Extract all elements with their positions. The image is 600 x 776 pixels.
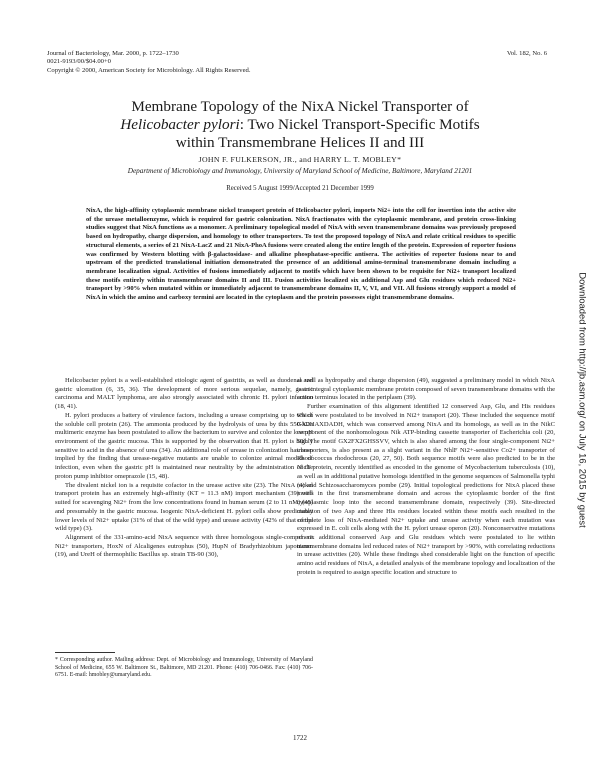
paragraph: The divalent nickel ion is a requisite cofactor in the urease active site (23). The NixA nickel transport protein has an extremely high-affinity (KT = 11.3 nM) import mechanism (39) well suited for scavenging Ni2+ from the low concentrations found in human serum (2 to 11 nM) (45) and presumably in the gastric mucosa. Isogenic NixA-deficient H. pylori cells show predictably lower levels of Ni2+ uptake (31% of that of the wild type) and urease activity (42% of that of the wild type) (3). <box>55 481 313 533</box>
journal-header <box>47 50 250 75</box>
title-line-2-rest: : Two Nickel Transport-Specific Motifs <box>239 116 480 133</box>
authors: JOHN F. FULKERSON, JR., and HARRY L. T. MOBLEY* <box>198 155 402 164</box>
journal-citation: Journal of Bacteriology, Mar. 2000, p. 1722–1730 <box>47 50 179 57</box>
paragraph: Helicobacter pylori is a well-established etiologic agent of gastritis, as well as duodenal and gastric ulceration (6, 35, 36). The development of more serious sequelae, namely, gastric carcinoma and MALT lymphoma, are also strongly associated with chronic H. pylori infection (18, 41). <box>55 377 313 411</box>
title-species: Helicobacter pylori <box>120 116 240 133</box>
paragraph: Alignment of the 331-amino-acid NixA sequence with three homologous single-component Ni2+ transporters, HoxN of Alcaligenes eutrophus (50), HupN of Bradyrhizobium japonicum (19), and UreH of thermophilic Bacillus sp. strain TB-90 (30), <box>55 533 313 559</box>
footnote: * Corresponding author. Mailing address: Dept. of Microbiology and Immunology, University of Maryland School of Medicine, 655 W. Baltimore St., Baltimore, MD 21201. Phone: (410) 706-0466. Fax: (410) 706-6751. E-mail: hmobley@umaryland.edu. <box>55 657 313 679</box>
body-column-left <box>55 377 313 560</box>
paragraph: as well as hydropathy and charge dispersion (49), suggested a preliminary model in which NixA is an integral cytoplasmic membrane protein composed of seven transmembrane domains with the amino terminus located in the periplasm (39). <box>297 377 555 402</box>
article-title <box>55 98 545 152</box>
affiliation: Department of Microbiology and Immunology, University of Maryland School of Medicine, Baltimore, Maryland 21201 <box>127 167 473 175</box>
abstract: NixA, the high-affinity cytoplasmic membrane nickel transport protein of Helicobacter pylori, imports Ni2+ into the cell for insertion into the active site of the urease metalloenzyme, which is required for gastric colonization. NixA fractionates with the cytoplasmic membrane, and protein cross-linking studies suggest that NixA functions as a monomer. A preliminary topological model of NixA with seven transmembrane domains was previously proposed based on hydropathy, charge dispersion, and homology to other transporters. To test the proposed topology of NixA and relate critical residues to specific structural elements, a series of 21 NixA-LacZ and 21 NixA-PhoA fusions were created along the entire length of the protein. Expression of reporter fusions was confirmed by Western blotting with β-galactosidase- and alkaline phosphatase-specific antisera. The activities of reporter fusions near to and upstream of the predicted translational initiation demonstrated the presence of an additional amino-terminal transmembrane domain including a membrane localization signal. Activities of fusions immediately adjacent to motifs which have been shown to be requisite for Ni2+ transport localized these motifs entirely within transmembrane domains II and III. Fusion activities localized six additional Asp and Glu residues which reduced Ni2+ transport by >90% when mutated within or immediately adjacent to transmembrane domains II, V, VI, and VII. All fusions strongly support a model of NixA in which the amino and carboxy termini are located in the cytoplasm and the protein possesses eight transmembrane domains. <box>86 207 516 302</box>
journal-copyright: Copyright © 2000, American Society for Microbiology. All Rights Reserved. <box>47 66 251 74</box>
volume-number: Vol. 182, No. 6 <box>506 50 547 57</box>
body-column-right <box>297 377 555 578</box>
download-sidebar <box>576 240 590 560</box>
title-line-1: Membrane Topology of the NixA Nickel Transporter of <box>131 98 469 115</box>
received-dates: Received 5 August 1999/Accepted 21 December 1999 <box>226 185 374 192</box>
download-notice: Downloaded from http://jb.asm.org/ on July 16, 2015 by guest <box>577 272 589 528</box>
title-line-2 <box>55 116 545 134</box>
page-number: 1722 <box>293 734 307 742</box>
paragraph: Further examination of this alignment identified 12 conserved Asp, Glu, and His residues which were postulated to be involved in Ni2+ transport (20). These included the sequence motif GX2HAXDADH, which was conserved among NixA and its homologs, as well as in the NikC component of the nonhomologous Nik ATP-binding cassette transporter of Escherichia coli (20, 50). The motif GX2FX2GHSSVV, which is also shared among the four single-component Ni2+ transporters, is also present as a slight variant in the NhlF Ni2+-sensitive Co2+ transporter of Rhodococcus rhodochrous (20, 27, 50). Both sequence motifs were also predicted to be in the NicT protein, recently identified as encoded in the genome of Mycobacterium tuberculosis (10), as well as in additional putative homologs identified in the genome sequences of Salmonella typhi (4) and Schizosaccharomyces pombe (29). Initial topological predictions for NixA placed these motifs in the first transmembrane domain and across the cytoplasmic border of the first cytoplasmic loop into the second transmembrane domain, respectively (39). Site-directed mutation of two Asp and three His residues located within these motifs each resulted in the complete loss of NixA-mediated Ni2+ uptake and urease activity when each mutation was expressed in E. coli cells along with the H. pylori urease operon (20). Nonconservative mutations of six additional conserved Asp and Glu residues which were postulated to lie within transmembrane domains led reduced rates of Ni2+ transport by >90%, with correlating reductions in urease activities (20). While these findings shed considerable light on the function of specific amino acid residues of NixA, a detailed analysis of the membrane topology and localization of the protein is required to assign specific location and structure to <box>297 403 555 576</box>
journal-issn: 0021-9193/00/$04.00+0 <box>47 58 111 66</box>
paragraph: H. pylori produces a battery of virulence factors, including a urease comprising up to 6% of the soluble cell protein (26). The ammonia produced by the hydrolysis of urea by this 550-kDa multimeric enzyme has been postulated to allow the bacterium to survive and colonize the low pH environment of the gastric mucosa. This is supported by the observation that H. pylori is highly sensitive to acid in the absence of urea (34). An additional role of urease in colonization has been implied by the finding that urease-negative mutants are unable to colonize animal models of infection, even when the gastric pH is maintained near neutrality by the administration of the proton pump inhibitor omeprazole (15, 48). <box>55 411 313 480</box>
title-line-3: within Transmembrane Helices II and III <box>175 134 425 151</box>
footnote-divider <box>55 652 115 653</box>
